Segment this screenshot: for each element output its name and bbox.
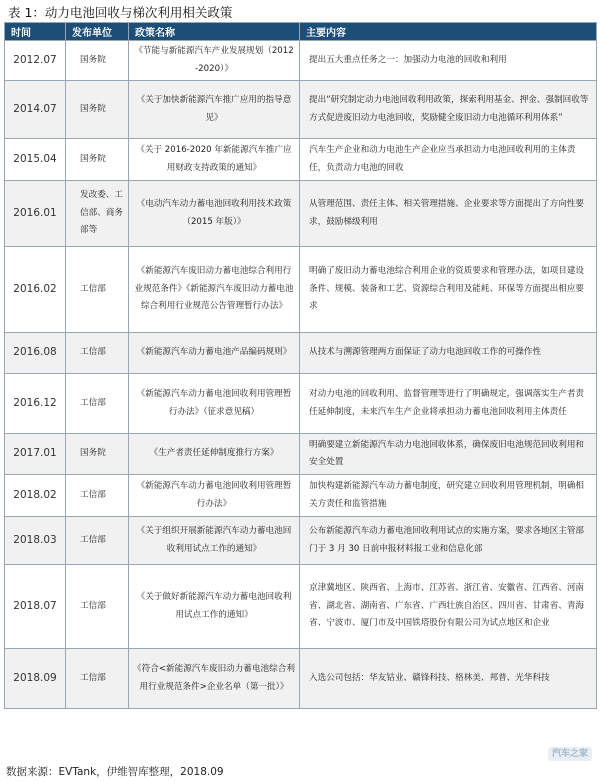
row-date: 2015.04 [5, 139, 66, 181]
row-content: 提出“研究制定动力电池回收利用政策，探索利用基金、押金、强制回收等方式促进废旧动力电池回收，奖励健全废旧动力电池循环利用体系” [300, 81, 597, 139]
row-date: 2016.01 [5, 181, 66, 247]
row-policy-name: 《新能源汽车动力蓄电池回收利用管理暂行办法》 [129, 475, 300, 517]
row-issuer: 工信部 [66, 374, 129, 434]
table-row [5, 517, 597, 565]
table-caption: 表 1：动力电池回收与梯次利用相关政策 [8, 5, 233, 20]
row-issuer: 工信部 [66, 247, 129, 333]
row-policy-name: 《关于做好新能源汽车动力蓄电池回收利用试点工作的通知》 [129, 565, 300, 649]
table-row [5, 434, 597, 475]
row-content: 入选公司包括：华友钴业、赣锋科技、格林美、邦普、光华科技 [300, 649, 597, 709]
row-policy-name: 《符合<新能源汽车废旧动力蓄电池综合利用行业规范条件>企业名单（第一批）》 [129, 649, 300, 709]
table-row [5, 41, 597, 81]
row-policy-name: 《新能源汽车动力蓄电池产品编码规则》 [129, 333, 300, 374]
row-policy-name: 《节能与新能源汽车产业发展规划（2012-2020）》 [129, 41, 300, 81]
row-issuer: 工信部 [66, 565, 129, 649]
table-row [5, 374, 597, 434]
table-row [5, 181, 597, 247]
row-policy-name: 《关于加快新能源汽车推广应用的指导意见》 [129, 81, 300, 139]
table-row [5, 475, 597, 517]
row-date: 2016.12 [5, 374, 66, 434]
table-row [5, 81, 597, 139]
row-policy-name: 《新能源汽车废旧动力蓄电池综合利用行业规范条件》《新能源汽车废旧动力蓄电池综合利用行业规范公告管理暂行办法》 [129, 247, 300, 333]
row-policy-name: 《生产者责任延伸制度推行方案》 [129, 434, 300, 475]
row-content: 从技术与溯源管理两方面保证了动力电池回收工作的可操作性 [300, 333, 597, 374]
row-issuer: 发改委、工信部、商务部等 [66, 181, 129, 247]
col-header-content: 主要内容 [300, 23, 597, 41]
table-row [5, 139, 597, 181]
row-policy-name: 《关于组织开展新能源汽车动力蓄电池回收利用试点工作的通知》 [129, 517, 300, 565]
row-issuer: 工信部 [66, 517, 129, 565]
row-date: 2014.07 [5, 81, 66, 139]
row-issuer: 工信部 [66, 333, 129, 374]
row-policy-name: 《电动汽车动力蓄电池回收利用技术政策（2015 年版）》 [129, 181, 300, 247]
row-content: 京津冀地区、陕西省、上海市、江苏省、浙江省、安徽省、江西省、河南省、湖北省、湖南省、广东省、广西壮族自治区、四川省、甘肃省、青海省、宁波市、厦门市及中国铁塔股份有限公司为试点地区和企业 [300, 565, 597, 649]
row-content: 提出五大重点任务之一：加强动力电池的回收和利用 [300, 41, 597, 81]
row-issuer: 工信部 [66, 475, 129, 517]
table-row [5, 247, 597, 333]
col-header-policy-name: 政策名称 [129, 23, 300, 41]
table-row [5, 565, 597, 649]
row-issuer: 国务院 [66, 41, 129, 81]
col-header-date: 时间 [5, 23, 66, 41]
row-date: 2017.01 [5, 434, 66, 475]
row-issuer: 国务院 [66, 434, 129, 475]
row-date: 2018.09 [5, 649, 66, 709]
table-row [5, 649, 597, 709]
row-date: 2012.07 [5, 41, 66, 81]
row-policy-name: 《新能源汽车动力蓄电池回收利用管理暂行办法》（征求意见稿） [129, 374, 300, 434]
row-content: 对动力电池的回收利用、监督管理等进行了明确规定，强调落实生产者责任延伸制度，未来汽车生产企业将承担动力蓄电池回收利用主体责任 [300, 374, 597, 434]
row-issuer: 工信部 [66, 649, 129, 709]
source-note: 数据来源：EVTank，伊维智库整理，2018.09 [6, 766, 224, 778]
watermark-logo: 汽车之家 [548, 747, 592, 761]
row-date: 2018.02 [5, 475, 66, 517]
row-date: 2016.08 [5, 333, 66, 374]
row-policy-name: 《关于 2016-2020 年新能源汽车推广应用财政支持政策的通知》 [129, 139, 300, 181]
row-date: 2016.02 [5, 247, 66, 333]
row-date: 2018.03 [5, 517, 66, 565]
row-issuer: 国务院 [66, 81, 129, 139]
row-issuer: 国务院 [66, 139, 129, 181]
col-header-issuer: 发布单位 [66, 23, 129, 41]
row-content: 公布新能源汽车动力蓄电池回收利用试点的实施方案，要求各地区主管部门于 3 月 30 日前申报材料报工业和信息化部 [300, 517, 597, 565]
policy-table [4, 22, 597, 709]
row-content: 汽车生产企业和动力电池生产企业应当承担动力电池回收利用的主体责任，负责动力电池的回收 [300, 139, 597, 181]
row-content: 加快构建新能源汽车动力蓄电制度，研究建立回收利用管理机制，明确相关方责任和监管措施 [300, 475, 597, 517]
row-date: 2018.07 [5, 565, 66, 649]
table-header-row [5, 23, 597, 41]
row-content: 明确了废旧动力蓄电池综合利用企业的资质要求和管理办法，如项目建设条件、规模、装备和工艺、资源综合利用及能耗、环保等方面提出相应要求 [300, 247, 597, 333]
row-content: 明确要建立新能源汽车动力电池回收体系，确保废旧电池规范回收利用和安全处置 [300, 434, 597, 475]
table-row [5, 333, 597, 374]
row-content: 从管理范围、责任主体、相关管理措施、企业要求等方面提出了方向性要求，鼓励梯级利用 [300, 181, 597, 247]
